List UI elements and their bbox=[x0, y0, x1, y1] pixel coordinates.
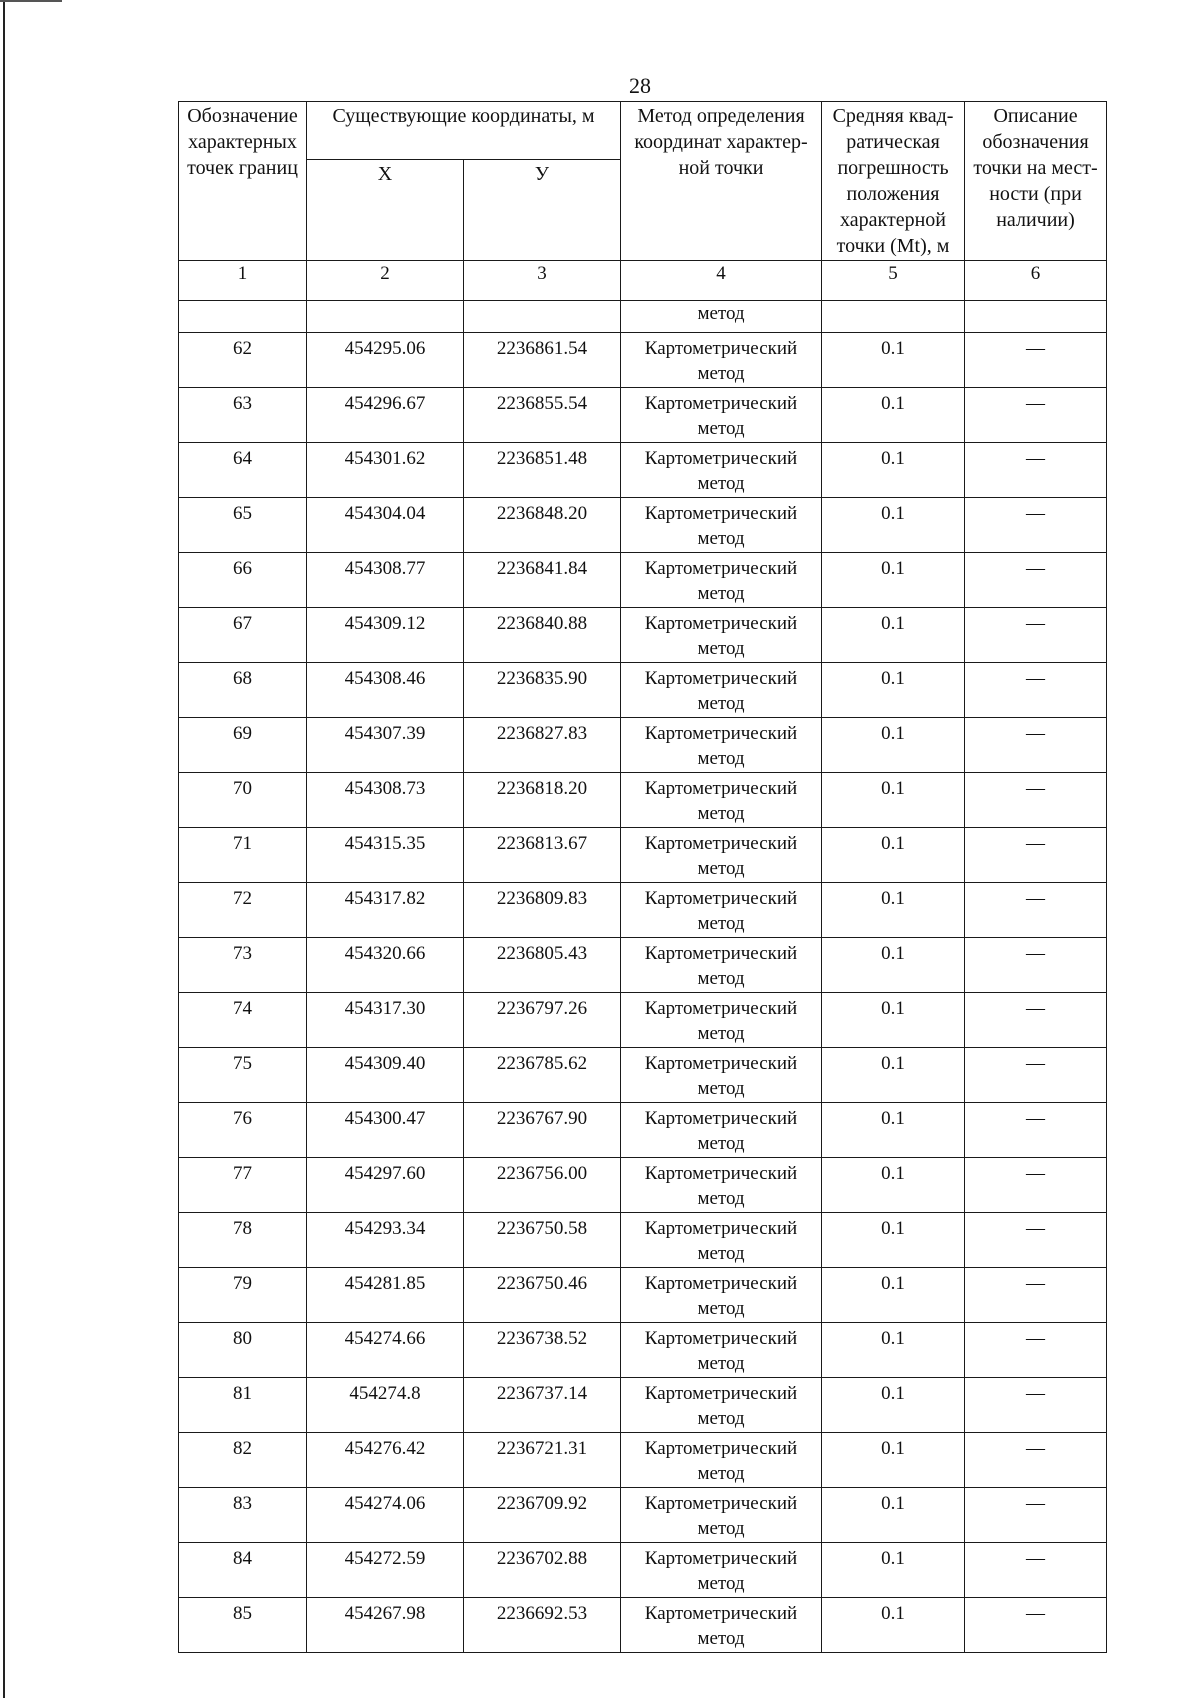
point-number-cell: 63 bbox=[179, 388, 307, 443]
method-cell: Картометрический метод bbox=[621, 993, 822, 1048]
y-coordinate-cell: 2236737.14 bbox=[464, 1378, 621, 1433]
method-cell: Картометрический метод bbox=[621, 443, 822, 498]
x-coordinate-cell: 454304.04 bbox=[307, 498, 464, 553]
error-value-cell: 0.1 bbox=[822, 1048, 965, 1103]
x-coordinate-cell: 454281.85 bbox=[307, 1268, 464, 1323]
method-cell: Картометрический метод bbox=[621, 1213, 822, 1268]
method-cell: Картометрический метод bbox=[621, 718, 822, 773]
method-cell: Картометрический метод bbox=[621, 333, 822, 388]
method-cell: Картометрический метод bbox=[621, 883, 822, 938]
method-cell: Картометрический метод bbox=[621, 1268, 822, 1323]
y-coordinate-cell: 2236861.54 bbox=[464, 333, 621, 388]
method-cell: Картометрический метод bbox=[621, 773, 822, 828]
y-coordinate-cell: 2236840.88 bbox=[464, 608, 621, 663]
point-number-cell: 73 bbox=[179, 938, 307, 993]
x-coordinate-cell: 454308.73 bbox=[307, 773, 464, 828]
table-row bbox=[179, 1598, 1107, 1653]
point-number-cell: 82 bbox=[179, 1433, 307, 1488]
x-coordinate-cell: 454308.46 bbox=[307, 663, 464, 718]
x-coordinate-cell: 454308.77 bbox=[307, 553, 464, 608]
header-method: Метод определения координат характер-ной точки bbox=[621, 102, 822, 261]
table-row bbox=[179, 443, 1107, 498]
y-coordinate-cell: 2236750.58 bbox=[464, 1213, 621, 1268]
description-cell: — bbox=[965, 828, 1107, 883]
error-value-cell: 0.1 bbox=[822, 608, 965, 663]
table-row bbox=[179, 608, 1107, 663]
method-cell: Картометрический метод bbox=[621, 1103, 822, 1158]
boundary-points-table bbox=[178, 101, 1107, 1653]
table-row bbox=[179, 718, 1107, 773]
point-number-cell: 69 bbox=[179, 718, 307, 773]
table-header bbox=[179, 102, 1107, 261]
description-cell: — bbox=[965, 1543, 1107, 1598]
error-value-cell: 0.1 bbox=[822, 1433, 965, 1488]
error-value-cell: 0.1 bbox=[822, 718, 965, 773]
table-row bbox=[179, 553, 1107, 608]
description-cell: — bbox=[965, 608, 1107, 663]
table-row bbox=[179, 773, 1107, 828]
y-coordinate-cell: 2236692.53 bbox=[464, 1598, 621, 1653]
x-coordinate-cell: 454301.62 bbox=[307, 443, 464, 498]
y-coordinate-cell: 2236767.90 bbox=[464, 1103, 621, 1158]
y-coordinate-cell: 2236855.54 bbox=[464, 388, 621, 443]
error-value-cell: 0.1 bbox=[822, 498, 965, 553]
point-number-cell: 79 bbox=[179, 1268, 307, 1323]
table-row bbox=[179, 938, 1107, 993]
error-value-cell: 0.1 bbox=[822, 663, 965, 718]
description-cell: — bbox=[965, 1378, 1107, 1433]
method-cell: Картометрический метод bbox=[621, 663, 822, 718]
point-number-cell: 72 bbox=[179, 883, 307, 938]
method-cell: Картометрический метод bbox=[621, 388, 822, 443]
error-value-cell: 0.1 bbox=[822, 443, 965, 498]
description-cell: — bbox=[965, 883, 1107, 938]
x-coordinate-cell: 454320.66 bbox=[307, 938, 464, 993]
method-cell: Картометрический метод bbox=[621, 498, 822, 553]
method-cell: Картометрический метод bbox=[621, 1433, 822, 1488]
error-value-cell: 0.1 bbox=[822, 773, 965, 828]
method-cell: Картометрический метод bbox=[621, 828, 822, 883]
table-row bbox=[179, 1378, 1107, 1433]
error-value-cell: 0.1 bbox=[822, 333, 965, 388]
error-value-cell: 0.1 bbox=[822, 1323, 965, 1378]
x-coordinate-cell: 454307.39 bbox=[307, 718, 464, 773]
description-cell: — bbox=[965, 388, 1107, 443]
column-number: 3 bbox=[464, 261, 621, 301]
error-value-cell: 0.1 bbox=[822, 553, 965, 608]
point-number-cell: 65 bbox=[179, 498, 307, 553]
error-value-cell: 0.1 bbox=[822, 1213, 965, 1268]
empty-cell bbox=[965, 301, 1107, 333]
y-coordinate-cell: 2236809.83 bbox=[464, 883, 621, 938]
y-coordinate-cell: 2236738.52 bbox=[464, 1323, 621, 1378]
description-cell: — bbox=[965, 1158, 1107, 1213]
description-cell: — bbox=[965, 993, 1107, 1048]
page-left-edge-line bbox=[3, 0, 5, 1698]
y-coordinate-cell: 2236721.31 bbox=[464, 1433, 621, 1488]
x-coordinate-cell: 454276.42 bbox=[307, 1433, 464, 1488]
y-coordinate-cell: 2236709.92 bbox=[464, 1488, 621, 1543]
point-number-cell: 64 bbox=[179, 443, 307, 498]
point-number-cell: 84 bbox=[179, 1543, 307, 1598]
method-cell: Картометрический метод bbox=[621, 1598, 822, 1653]
table-row bbox=[179, 1103, 1107, 1158]
table-row bbox=[179, 663, 1107, 718]
description-cell: — bbox=[965, 1323, 1107, 1378]
table-row bbox=[179, 333, 1107, 388]
point-number-cell: 74 bbox=[179, 993, 307, 1048]
method-cell: Картометрический метод bbox=[621, 1158, 822, 1213]
empty-cell bbox=[464, 301, 621, 333]
x-coordinate-cell: 454274.66 bbox=[307, 1323, 464, 1378]
table-row bbox=[179, 1213, 1107, 1268]
table-row bbox=[179, 498, 1107, 553]
y-coordinate-cell: 2236797.26 bbox=[464, 993, 621, 1048]
description-cell: — bbox=[965, 553, 1107, 608]
description-cell: — bbox=[965, 498, 1107, 553]
column-number: 2 bbox=[307, 261, 464, 301]
x-coordinate-cell: 454274.8 bbox=[307, 1378, 464, 1433]
description-cell: — bbox=[965, 1213, 1107, 1268]
point-number-cell: 75 bbox=[179, 1048, 307, 1103]
method-cell: Картометрический метод bbox=[621, 1323, 822, 1378]
y-coordinate-cell: 2236813.67 bbox=[464, 828, 621, 883]
table-row bbox=[179, 1158, 1107, 1213]
y-coordinate-cell: 2236851.48 bbox=[464, 443, 621, 498]
table-row bbox=[179, 1048, 1107, 1103]
description-cell: — bbox=[965, 773, 1107, 828]
method-cell: Картометрический метод bbox=[621, 553, 822, 608]
page-number: 28 bbox=[629, 73, 651, 98]
description-cell: — bbox=[965, 1048, 1107, 1103]
description-cell: — bbox=[965, 443, 1107, 498]
column-number: 6 bbox=[965, 261, 1107, 301]
column-number-row bbox=[179, 261, 1107, 301]
x-coordinate-cell: 454309.12 bbox=[307, 608, 464, 663]
header-description: Описание обозначения точки на мест-ности (при наличии) bbox=[965, 102, 1107, 261]
y-coordinate-cell: 2236835.90 bbox=[464, 663, 621, 718]
header-y: У bbox=[464, 160, 621, 261]
x-coordinate-cell: 454315.35 bbox=[307, 828, 464, 883]
table-body bbox=[179, 261, 1107, 1653]
point-number-cell: 76 bbox=[179, 1103, 307, 1158]
method-cell: Картометрический метод bbox=[621, 608, 822, 663]
x-coordinate-cell: 454293.34 bbox=[307, 1213, 464, 1268]
empty-cell bbox=[307, 301, 464, 333]
table-row bbox=[179, 1543, 1107, 1598]
x-coordinate-cell: 454300.47 bbox=[307, 1103, 464, 1158]
point-number-cell: 71 bbox=[179, 828, 307, 883]
point-number-cell: 81 bbox=[179, 1378, 307, 1433]
point-number-cell: 77 bbox=[179, 1158, 307, 1213]
table-row bbox=[179, 828, 1107, 883]
table-row bbox=[179, 883, 1107, 938]
x-coordinate-cell: 454295.06 bbox=[307, 333, 464, 388]
point-number-cell: 70 bbox=[179, 773, 307, 828]
method-cell: Картометрический метод bbox=[621, 1543, 822, 1598]
error-value-cell: 0.1 bbox=[822, 938, 965, 993]
y-coordinate-cell: 2236750.46 bbox=[464, 1268, 621, 1323]
y-coordinate-cell: 2236848.20 bbox=[464, 498, 621, 553]
column-number: 1 bbox=[179, 261, 307, 301]
error-value-cell: 0.1 bbox=[822, 1598, 965, 1653]
point-number-cell: 83 bbox=[179, 1488, 307, 1543]
method-cell: Картометрический метод bbox=[621, 1048, 822, 1103]
method-cell: Картометрический метод bbox=[621, 938, 822, 993]
error-value-cell: 0.1 bbox=[822, 1488, 965, 1543]
point-number-cell: 78 bbox=[179, 1213, 307, 1268]
description-cell: — bbox=[965, 333, 1107, 388]
y-coordinate-cell: 2236805.43 bbox=[464, 938, 621, 993]
x-coordinate-cell: 454297.60 bbox=[307, 1158, 464, 1213]
error-value-cell: 0.1 bbox=[822, 1268, 965, 1323]
empty-cell bbox=[822, 301, 965, 333]
method-cell: Картометрический метод bbox=[621, 1488, 822, 1543]
x-coordinate-cell: 454296.67 bbox=[307, 388, 464, 443]
error-value-cell: 0.1 bbox=[822, 883, 965, 938]
table-row bbox=[179, 388, 1107, 443]
continuation-method: метод bbox=[621, 301, 822, 333]
column-number: 4 bbox=[621, 261, 822, 301]
table-row bbox=[179, 1268, 1107, 1323]
header-existing-coordinates: Существующие координаты, м bbox=[307, 102, 621, 160]
error-value-cell: 0.1 bbox=[822, 1103, 965, 1158]
error-value-cell: 0.1 bbox=[822, 1543, 965, 1598]
header-designation: Обозначение характерных точек границ bbox=[179, 102, 307, 261]
point-number-cell: 80 bbox=[179, 1323, 307, 1378]
y-coordinate-cell: 2236827.83 bbox=[464, 718, 621, 773]
point-number-cell: 62 bbox=[179, 333, 307, 388]
continuation-row bbox=[179, 301, 1107, 333]
description-cell: — bbox=[965, 1433, 1107, 1488]
description-cell: — bbox=[965, 1488, 1107, 1543]
description-cell: — bbox=[965, 663, 1107, 718]
error-value-cell: 0.1 bbox=[822, 1378, 965, 1433]
description-cell: — bbox=[965, 1103, 1107, 1158]
point-number-cell: 85 bbox=[179, 1598, 307, 1653]
x-coordinate-cell: 454309.40 bbox=[307, 1048, 464, 1103]
header-x: Х bbox=[307, 160, 464, 261]
x-coordinate-cell: 454272.59 bbox=[307, 1543, 464, 1598]
table-row bbox=[179, 1323, 1107, 1378]
table-row bbox=[179, 1488, 1107, 1543]
x-coordinate-cell: 454317.82 bbox=[307, 883, 464, 938]
point-number-cell: 67 bbox=[179, 608, 307, 663]
description-cell: — bbox=[965, 1598, 1107, 1653]
table-row bbox=[179, 993, 1107, 1048]
point-number-cell: 66 bbox=[179, 553, 307, 608]
y-coordinate-cell: 2236818.20 bbox=[464, 773, 621, 828]
error-value-cell: 0.1 bbox=[822, 1158, 965, 1213]
description-cell: — bbox=[965, 1268, 1107, 1323]
table-row bbox=[179, 1433, 1107, 1488]
x-coordinate-cell: 454267.98 bbox=[307, 1598, 464, 1653]
point-number-cell: 68 bbox=[179, 663, 307, 718]
description-cell: — bbox=[965, 718, 1107, 773]
column-number: 5 bbox=[822, 261, 965, 301]
method-cell: Картометрический метод bbox=[621, 1378, 822, 1433]
y-coordinate-cell: 2236756.00 bbox=[464, 1158, 621, 1213]
y-coordinate-cell: 2236841.84 bbox=[464, 553, 621, 608]
header-error: Средняя квад-ратическая погрешность положения характерной точки (Mt), м bbox=[822, 102, 965, 261]
x-coordinate-cell: 454274.06 bbox=[307, 1488, 464, 1543]
empty-cell bbox=[179, 301, 307, 333]
error-value-cell: 0.1 bbox=[822, 993, 965, 1048]
x-coordinate-cell: 454317.30 bbox=[307, 993, 464, 1048]
description-cell: — bbox=[965, 938, 1107, 993]
y-coordinate-cell: 2236785.62 bbox=[464, 1048, 621, 1103]
error-value-cell: 0.1 bbox=[822, 828, 965, 883]
y-coordinate-cell: 2236702.88 bbox=[464, 1543, 621, 1598]
error-value-cell: 0.1 bbox=[822, 388, 965, 443]
page-top-corner-line bbox=[0, 0, 62, 2]
